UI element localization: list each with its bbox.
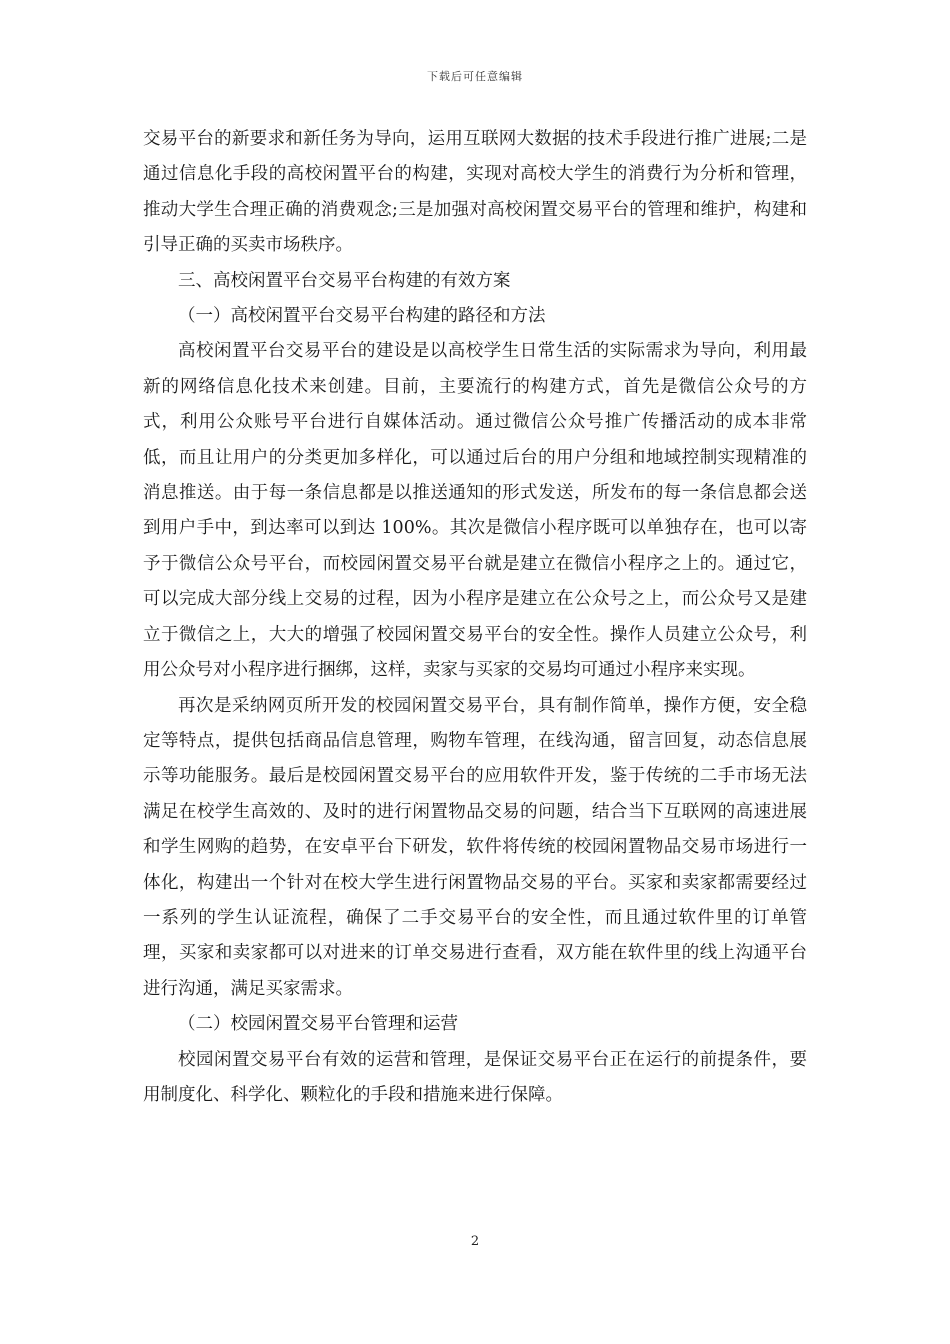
- paragraph: 交易平台的新要求和新任务为导向，运用互联网大数据的技术手段进行推广进展;二是通过信息化手段的高校闲置平台的构建，实现对高校大学生的消费行为分析和管理，推动大学生合理正确的消费观念;三是加强对高校闲置交易平台的管理和维护，构建和引导正确的买卖市场秩序。: [143, 129, 807, 256]
- document-body: [143, 122, 807, 1113]
- paragraph: 再次是采纳网页所开发的校园闲置交易平台，具有制作简单，操作方便，安全稳定等特点，提供包括商品信息管理，购物车管理，在线沟通，留言回复，动态信息展示等功能服务。最后是校园闲置交易平台的应用软件开发，鉴于传统的二手市场无法满足在校学生高效的、及时的进行闲置物品交易的问题，结合当下互联网的高速进展和学生网购的趋势，在安卓平台下研发，软件将传统的校园闲置物品交易市场进行一体化，构建出一个针对在校大学生进行闲置物品交易的平台。买家和卖家都需要经过一系列的学生认证流程，确保了二手交易平台的安全性，而且通过软件里的订单管理，买家和卖家都可以对进来的订单交易进行查看，双方能在软件里的线上沟通平台进行沟通，满足买家需求。: [143, 695, 807, 999]
- page-header: 下载后可任意编辑: [427, 70, 523, 83]
- subsection-heading: （一）高校闲置平台交易平台构建的路径和方法: [178, 306, 546, 327]
- subsection-heading: （二）校园闲置交易平台管理和运营: [178, 1014, 458, 1035]
- paragraph: 高校闲置平台交易平台的建设是以高校学生日常生活的实际需求为导向，利用最新的网络信息化技术来创建。目前，主要流行的构建方式，首先是微信公众号的方式，利用公众账号平台进行自媒体活动。通过微信公众号推广传播活动的成本非常低，而且让用户的分类更加多样化，可以通过后台的用户分组和地域控制实现精准的消息推送。由于每一条信息都是以推送通知的形式发送，所发布的每一条信息都会送到用户手中，到达率可以到达 100%。其次是微信小程序既可以单独存在，也可以寄予于微信公众号平台，而校园闲置交易平台就是建立在微信小程序之上的。通过它，可以完成大部分线上交易的过程，因为小程序是建立在公众号之上，而公众号又是建立于微信之上，大大的增强了校园闲置交易平台的安全性。操作人员建立公众号，利用公众号对小程序进行捆绑，这样，卖家与买家的交易均可通过小程序来实现。: [143, 341, 807, 681]
- section-heading: 三、高校闲置平台交易平台构建的有效方案: [178, 270, 511, 291]
- page-number: 2: [470, 1234, 480, 1249]
- paragraph: 校园闲置交易平台有效的运营和管理，是保证交易平台正在运行的前提条件，要用制度化、科学化、颗粒化的手段和措施来进行保障。: [143, 1049, 807, 1105]
